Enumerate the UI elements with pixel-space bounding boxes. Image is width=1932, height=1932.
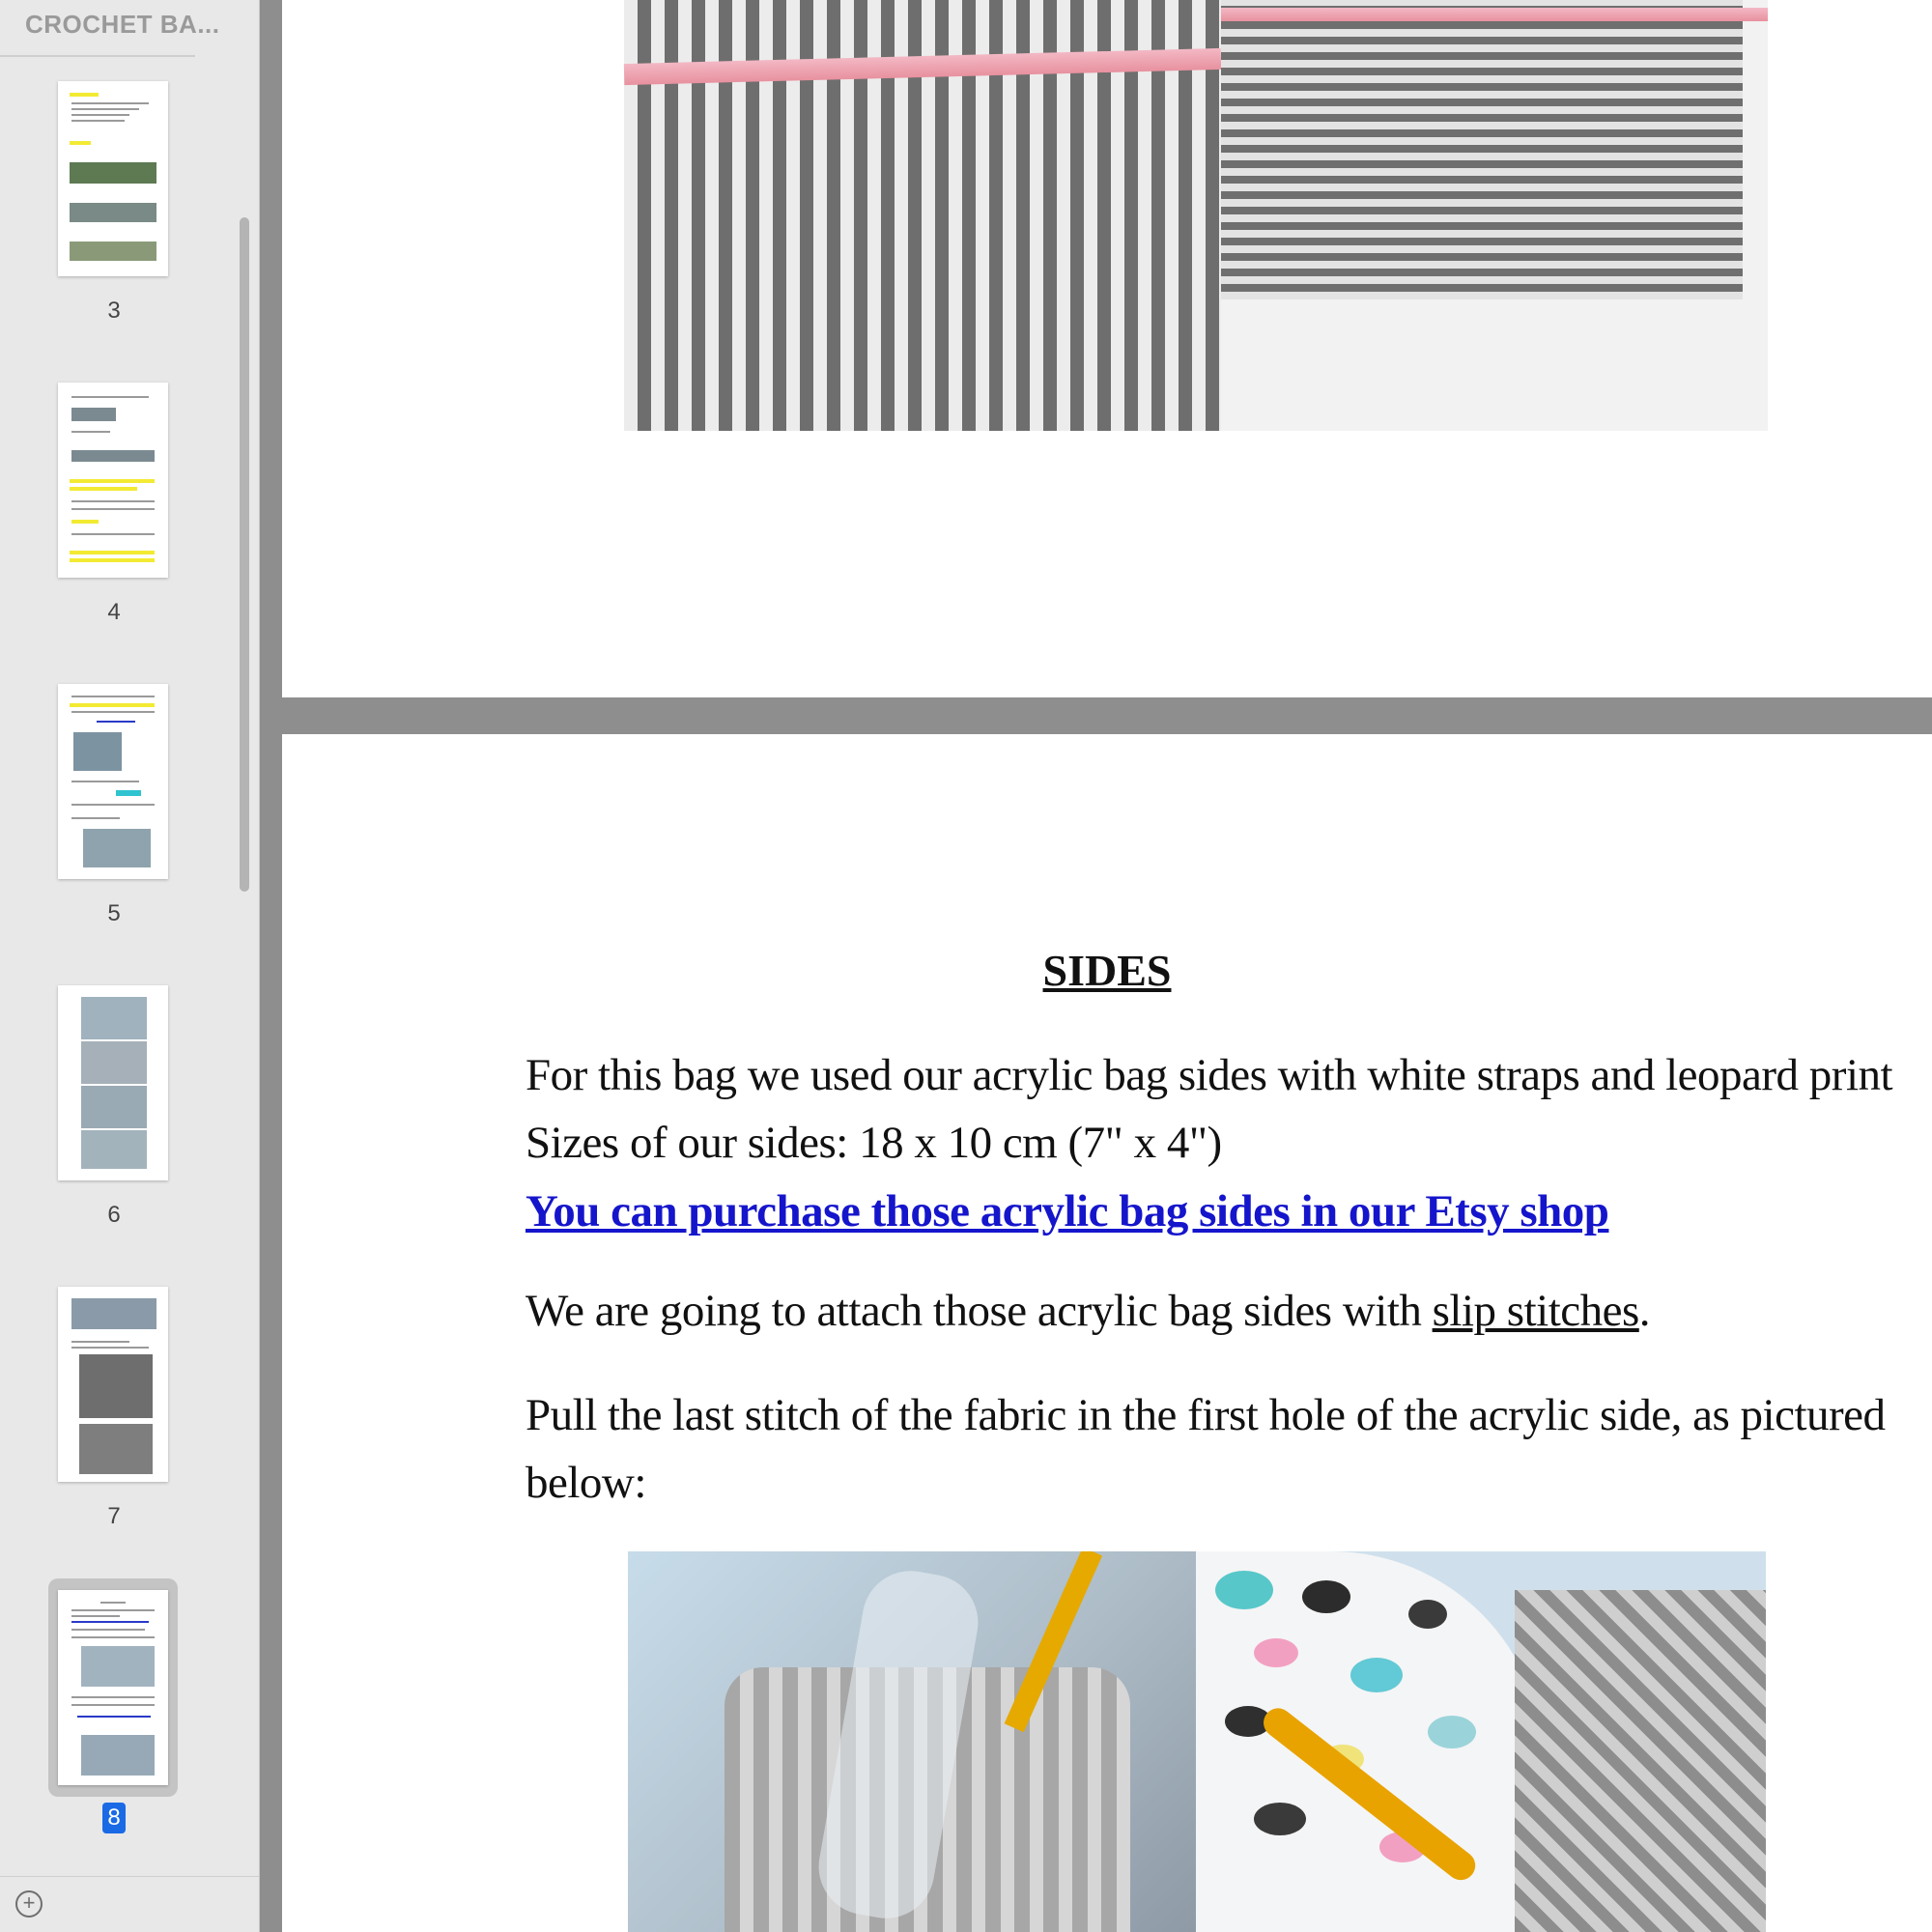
thumbnail-label-8[interactable]: 8 (87, 1803, 141, 1833)
paragraph-pull-stitch: Pull the last stitch of the fabric in the first hole of the acrylic side, as pictured (526, 1390, 1886, 1440)
photo-knit-horizontal-with-tape (1221, 0, 1768, 431)
paragraph-bag-sides: For this bag we used our acrylic bag sides with white straps and leopard print (526, 1050, 1893, 1100)
sidebar-scrollbar[interactable] (240, 217, 249, 892)
measuring-tape (624, 48, 1221, 85)
thumbnail-label-6[interactable]: 6 (107, 1202, 121, 1228)
sidebar-divider (0, 55, 195, 57)
measuring-tape (1221, 8, 1768, 21)
paragraph-attach: We are going to attach those acrylic bag sides with slip stitches. (526, 1286, 1651, 1336)
etsy-shop-link[interactable]: You can purchase those acrylic bag sides in our Etsy shop (526, 1186, 1609, 1236)
thumbnail-page-7[interactable] (58, 1287, 168, 1482)
etsy-link-line (526, 1178, 1781, 1245)
thumbnail-page-8[interactable] (58, 1590, 168, 1785)
section-heading: SIDES (1042, 946, 1172, 995)
photo-knit-vertical-with-tape (624, 0, 1221, 431)
thumbnail-page-3[interactable] (58, 81, 168, 276)
thumbnail-page-4[interactable] (58, 383, 168, 578)
paragraph-sizes: Sizes of our sides: 18 x 10 cm (7" x 4") (526, 1118, 1222, 1168)
document-page-7 (282, 0, 1932, 697)
thumbnail-page-6[interactable] (58, 985, 168, 1180)
photo-acrylic-side-leopard (1196, 1551, 1766, 1932)
thumbnail-sidebar (0, 0, 260, 1932)
sidebar-toolbar (0, 1876, 259, 1932)
thumbnail-label-5[interactable]: 5 (107, 900, 121, 926)
thumbnail-page-5[interactable] (58, 684, 168, 879)
thumbnail-label-7[interactable]: 7 (107, 1503, 121, 1529)
document-title: CROCHET BA... (25, 10, 220, 39)
thumbnail-label-3[interactable]: 3 (107, 298, 121, 324)
slip-stitches-link[interactable]: slip stitches (1432, 1286, 1639, 1336)
thumbnail-label-4[interactable]: 4 (107, 599, 121, 625)
photo-acrylic-side-clear (628, 1551, 1196, 1932)
add-icon[interactable]: + (15, 1890, 43, 1918)
paragraph-below: below: (526, 1458, 646, 1508)
document-page-8 (282, 734, 1932, 1932)
